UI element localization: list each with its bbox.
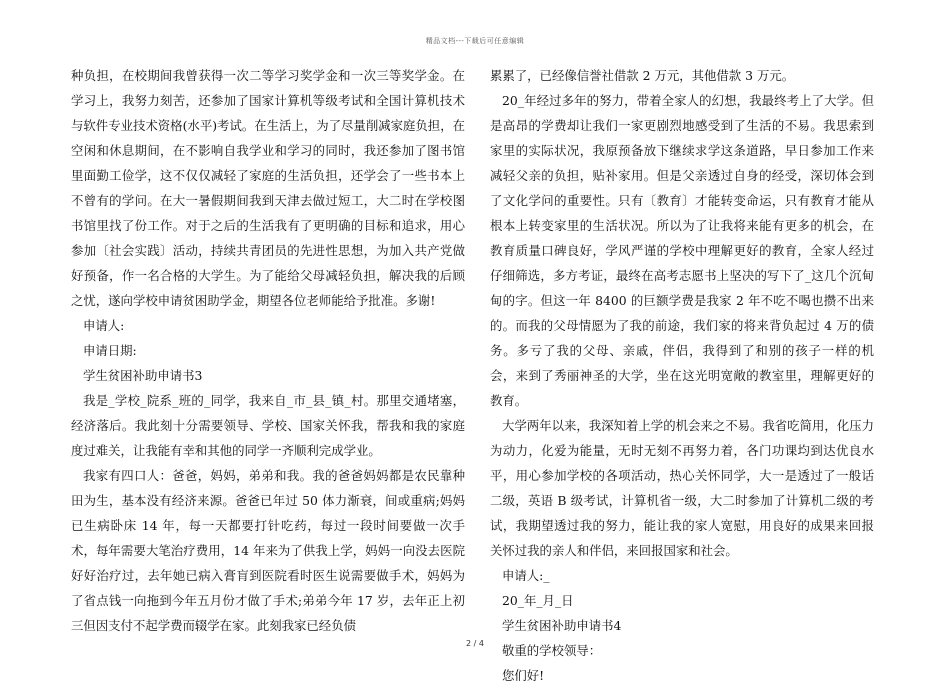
applicant-label: 申请人: [83,318,125,333]
section-title: 学生贫困补助申请书3 [83,368,203,383]
salutation: 敬重的学校领导： [502,643,602,658]
right-column [490,63,874,688]
greeting: 您们好! [502,668,545,683]
paragraph: 累累了，已经像信誉社借款 2 万元，其他借款 3 万元。 [490,68,795,83]
paragraph: 大学两年以来，我深知着上学的机会来之不易。我省吃简用，化压力为动力，化爱为能量，无时无刻不再努力着，各门功课均到达优良水平，用心参加学校的各项活动，热心关怀同学，大一是透过了一般话二级，英语 B 级考试，计算机省一级，大二时参加了计算机二级的考试，我期望透过我的努力，能让我的家人宽慰，用良好的成果来回报关怀过我的亲人和伴侣，来回报国家和社会。 [490,418,874,558]
page-number: 2 / 4 [466,639,484,648]
paragraph: 种负担，在校期间我曾获得一次二等学习奖学金和一次三等奖学金。在学习上，我努力刻苦，还参加了国家计算机等级考试和全国计算机技术与软件专业技术资格(水平)考试。在生活上，为了尽量削减家庭负担，在空闲和休息期间，在不影响自我学业和学习的同时，我还参加了图书馆里面勤工俭学，这不仅仅减轻了家庭的生活负担，还学会了一些书本上不曾有的学问。在大一暑假期间我到天津去做过短工，大二时在学校图书馆里找了份工作。对于之后的生活我有了更明确的目标和追求，用心参加〔社会实践〕活动，持续共青团员的先进性思想，为加入共产党做好预备，作一名合格的大学生。为了能给父母减轻负担，解决我的后顾之忧，遂向学校申请贫困助学金，期望各位老师能给予批准。多谢! [71,68,465,308]
paragraph: 我家有四口人：爸爸，妈妈，弟弟和我。我的爸爸妈妈都是农民靠种田为生，基本没有经济来源。爸爸已年过 50 体力渐衰，间或重病;妈妈已生病卧床 14 年，每一天都要打针吃药，每过一段时间要做一次手术，每年需要大笔治疗费用，14 年来为了供我上学，妈妈一向没去医院好好治疗过，去年她已病入膏肓到医院看时医生说需要做手术，妈妈为了省点钱一向拖到今年五月份才做了手术;弟弟今年 17 岁，去年正上初三但因支付不起学费而辍学在家。此刻我家已经负债 [71,468,465,633]
paragraph: 20_年经过多年的努力，带着全家人的幻想，我最终考上了大学。但是高昂的学费却让我们一家更剧烈地感受到了生活的不易。我思索到家里的实际状况，我原预备放下继续求学这条道路，早日参加工作来减轻父亲的负担，贴补家用。但是父亲透过自身的经受，深切体会到了文化学问的重要性。只有〔教育〕才能转变命运，只有教育才能从根本上转变家里的生活状况。所以为了让我将来能有更多的机会，在教育质量口碑良好，学风严谨的学校中理解更好的教育，全家人经过仔细筛选，多方考证，最终在高考志愿书上坚决的写下了_这几个沉甸甸的字。但这一年 8400 的巨额学费是我家 2 年不吃不喝也攒不出来的。而我的父母情愿为了我的前途，我们家的将来背负起过 4 万的债务。多亏了我的父母、亲戚，伴侣，我得到了和别的孩子一样的机会，来到了秀丽神圣的大学，坐在这光明宽敞的教室里，理解更好的教育。 [490,93,874,408]
left-column [71,63,465,638]
section-title: 学生贫困补助申请书4 [502,618,622,633]
page-header: 精品文档---下载后可任意编辑 [425,37,525,45]
paragraph: 我是_学校_院系_班的_同学，我来自_市_县_镇_村。那里交通堵塞，经济落后。我此刻十分需要领导、学校、国家关怀我，帮我和我的家庭度过难关，让我能有幸和其他的同学一齐顺利完成学业。 [71,393,465,458]
application-date: 20_年_月_日 [502,593,574,608]
application-date-label: 申请日期: [83,343,137,358]
applicant-label: 申请人:_ [502,568,550,583]
